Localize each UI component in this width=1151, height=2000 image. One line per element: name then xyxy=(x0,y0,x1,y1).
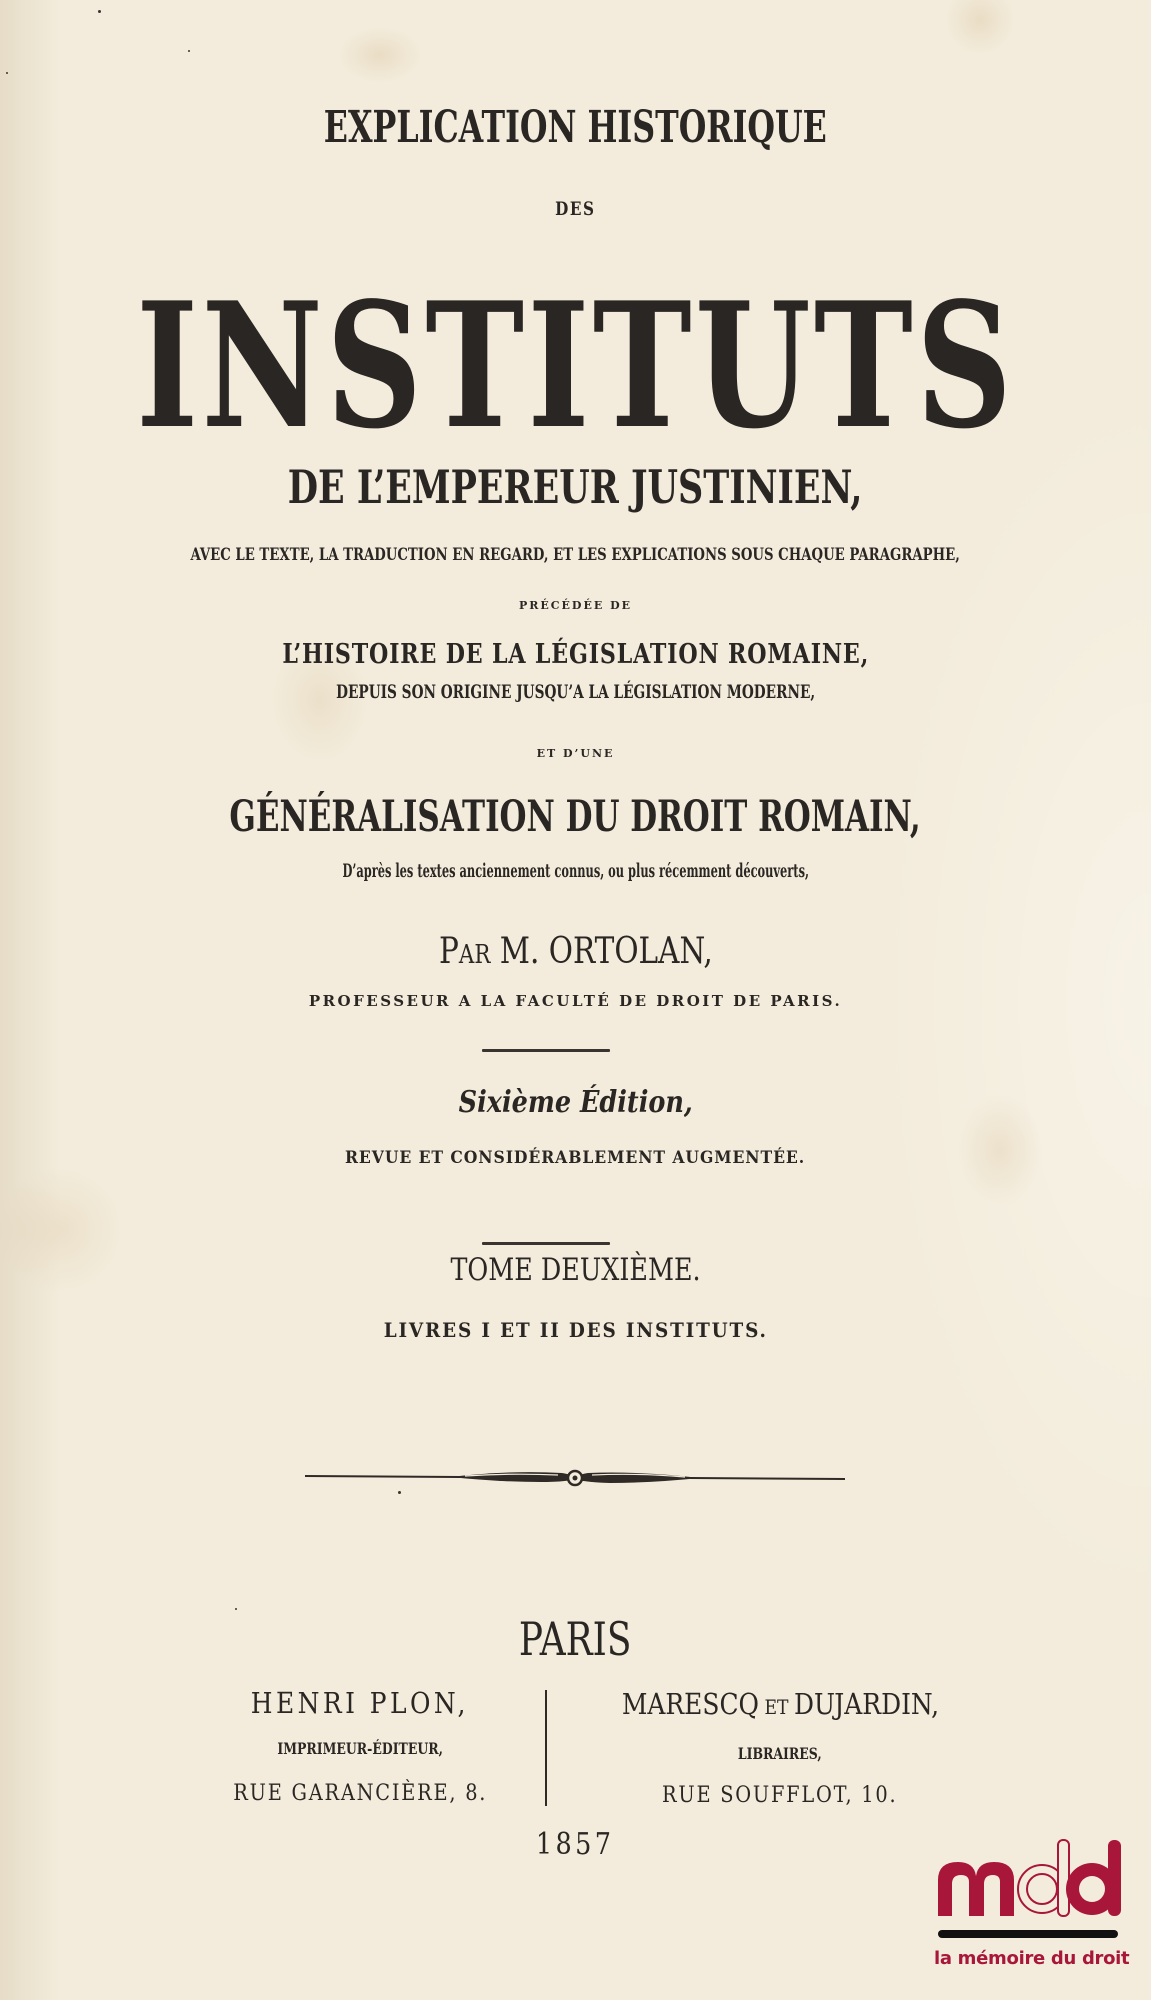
publisher-address: RUE GARANCIÈRE, 8. xyxy=(233,1781,487,1806)
publisher-address: RUE SOUFFLOT, 10. xyxy=(662,1783,898,1808)
sources-line: D’après les textes anciennement connus, ou plus récemment découverts, xyxy=(342,860,809,882)
publisher-name: HENRI PLON, xyxy=(250,1686,470,1720)
des-line: DES xyxy=(555,198,596,220)
paper-speck xyxy=(188,50,190,52)
author-line: PAR M. ORTOLAN, xyxy=(438,931,713,972)
heading-line: EXPLICATION HISTORIQUE xyxy=(323,102,827,153)
publisher-divider xyxy=(545,1690,547,1806)
divider-rule xyxy=(482,1049,610,1052)
volume-line: TOME DEUXIÈME. xyxy=(450,1252,701,1288)
logo-tagline: la mémoire du droit xyxy=(934,1948,1130,1969)
divider-rule xyxy=(482,1242,610,1245)
logo-bar xyxy=(938,1930,1118,1938)
ornament-divider-icon xyxy=(300,1462,850,1492)
publisher-role: IMPRIMEUR-ÉDITEUR, xyxy=(277,1739,443,1758)
and-one-line: ET D’UNE xyxy=(536,747,615,760)
imprint-city: PARIS xyxy=(519,1612,632,1666)
publisher-name: MARESCQ ET DUJARDIN, xyxy=(621,1687,939,1721)
subtitle: DE L’EMPEREUR JUSTINIEN, xyxy=(288,460,863,514)
history-subline: DEPUIS SON ORIGINE JUSQU’A LA LÉGISLATION MODERNE, xyxy=(335,681,816,703)
paper-speck xyxy=(6,72,8,74)
volume-contents: LIVRES I ET II DES INSTITUTS. xyxy=(383,1318,768,1342)
author-title: PROFESSEUR A LA FACULTÉ DE DROIT DE PARIS. xyxy=(308,992,843,1010)
mdd-logo-icon xyxy=(934,1838,1124,1918)
preceded-by-line: PRÉCÉDÉE DE xyxy=(519,599,632,612)
imprint-year: 1857 xyxy=(536,1827,615,1862)
paper-speck xyxy=(398,1491,401,1494)
edition-line: Sixième Édition, xyxy=(458,1085,693,1120)
main-title: INSTITUTS xyxy=(135,264,1016,467)
mdd-watermark-logo xyxy=(934,1838,1130,1973)
publisher-role: LIBRAIRES, xyxy=(738,1744,822,1763)
paper-speck xyxy=(235,1608,237,1610)
paper-speck xyxy=(98,10,101,13)
description-line: AVEC LE TEXTE, LA TRADUCTION EN REGARD, ET LES EXPLICATIONS SOUS CHAQUE PARAGRAPHE, xyxy=(190,545,961,565)
generalisation-line: GÉNÉRALISATION DU DROIT ROMAIN, xyxy=(229,792,922,842)
edition-note: REVUE ET CONSIDÉRABLEMENT AUGMENTÉE. xyxy=(345,1148,806,1168)
history-line: L’HISTOIRE DE LA LÉGISLATION ROMAINE, xyxy=(282,639,869,670)
